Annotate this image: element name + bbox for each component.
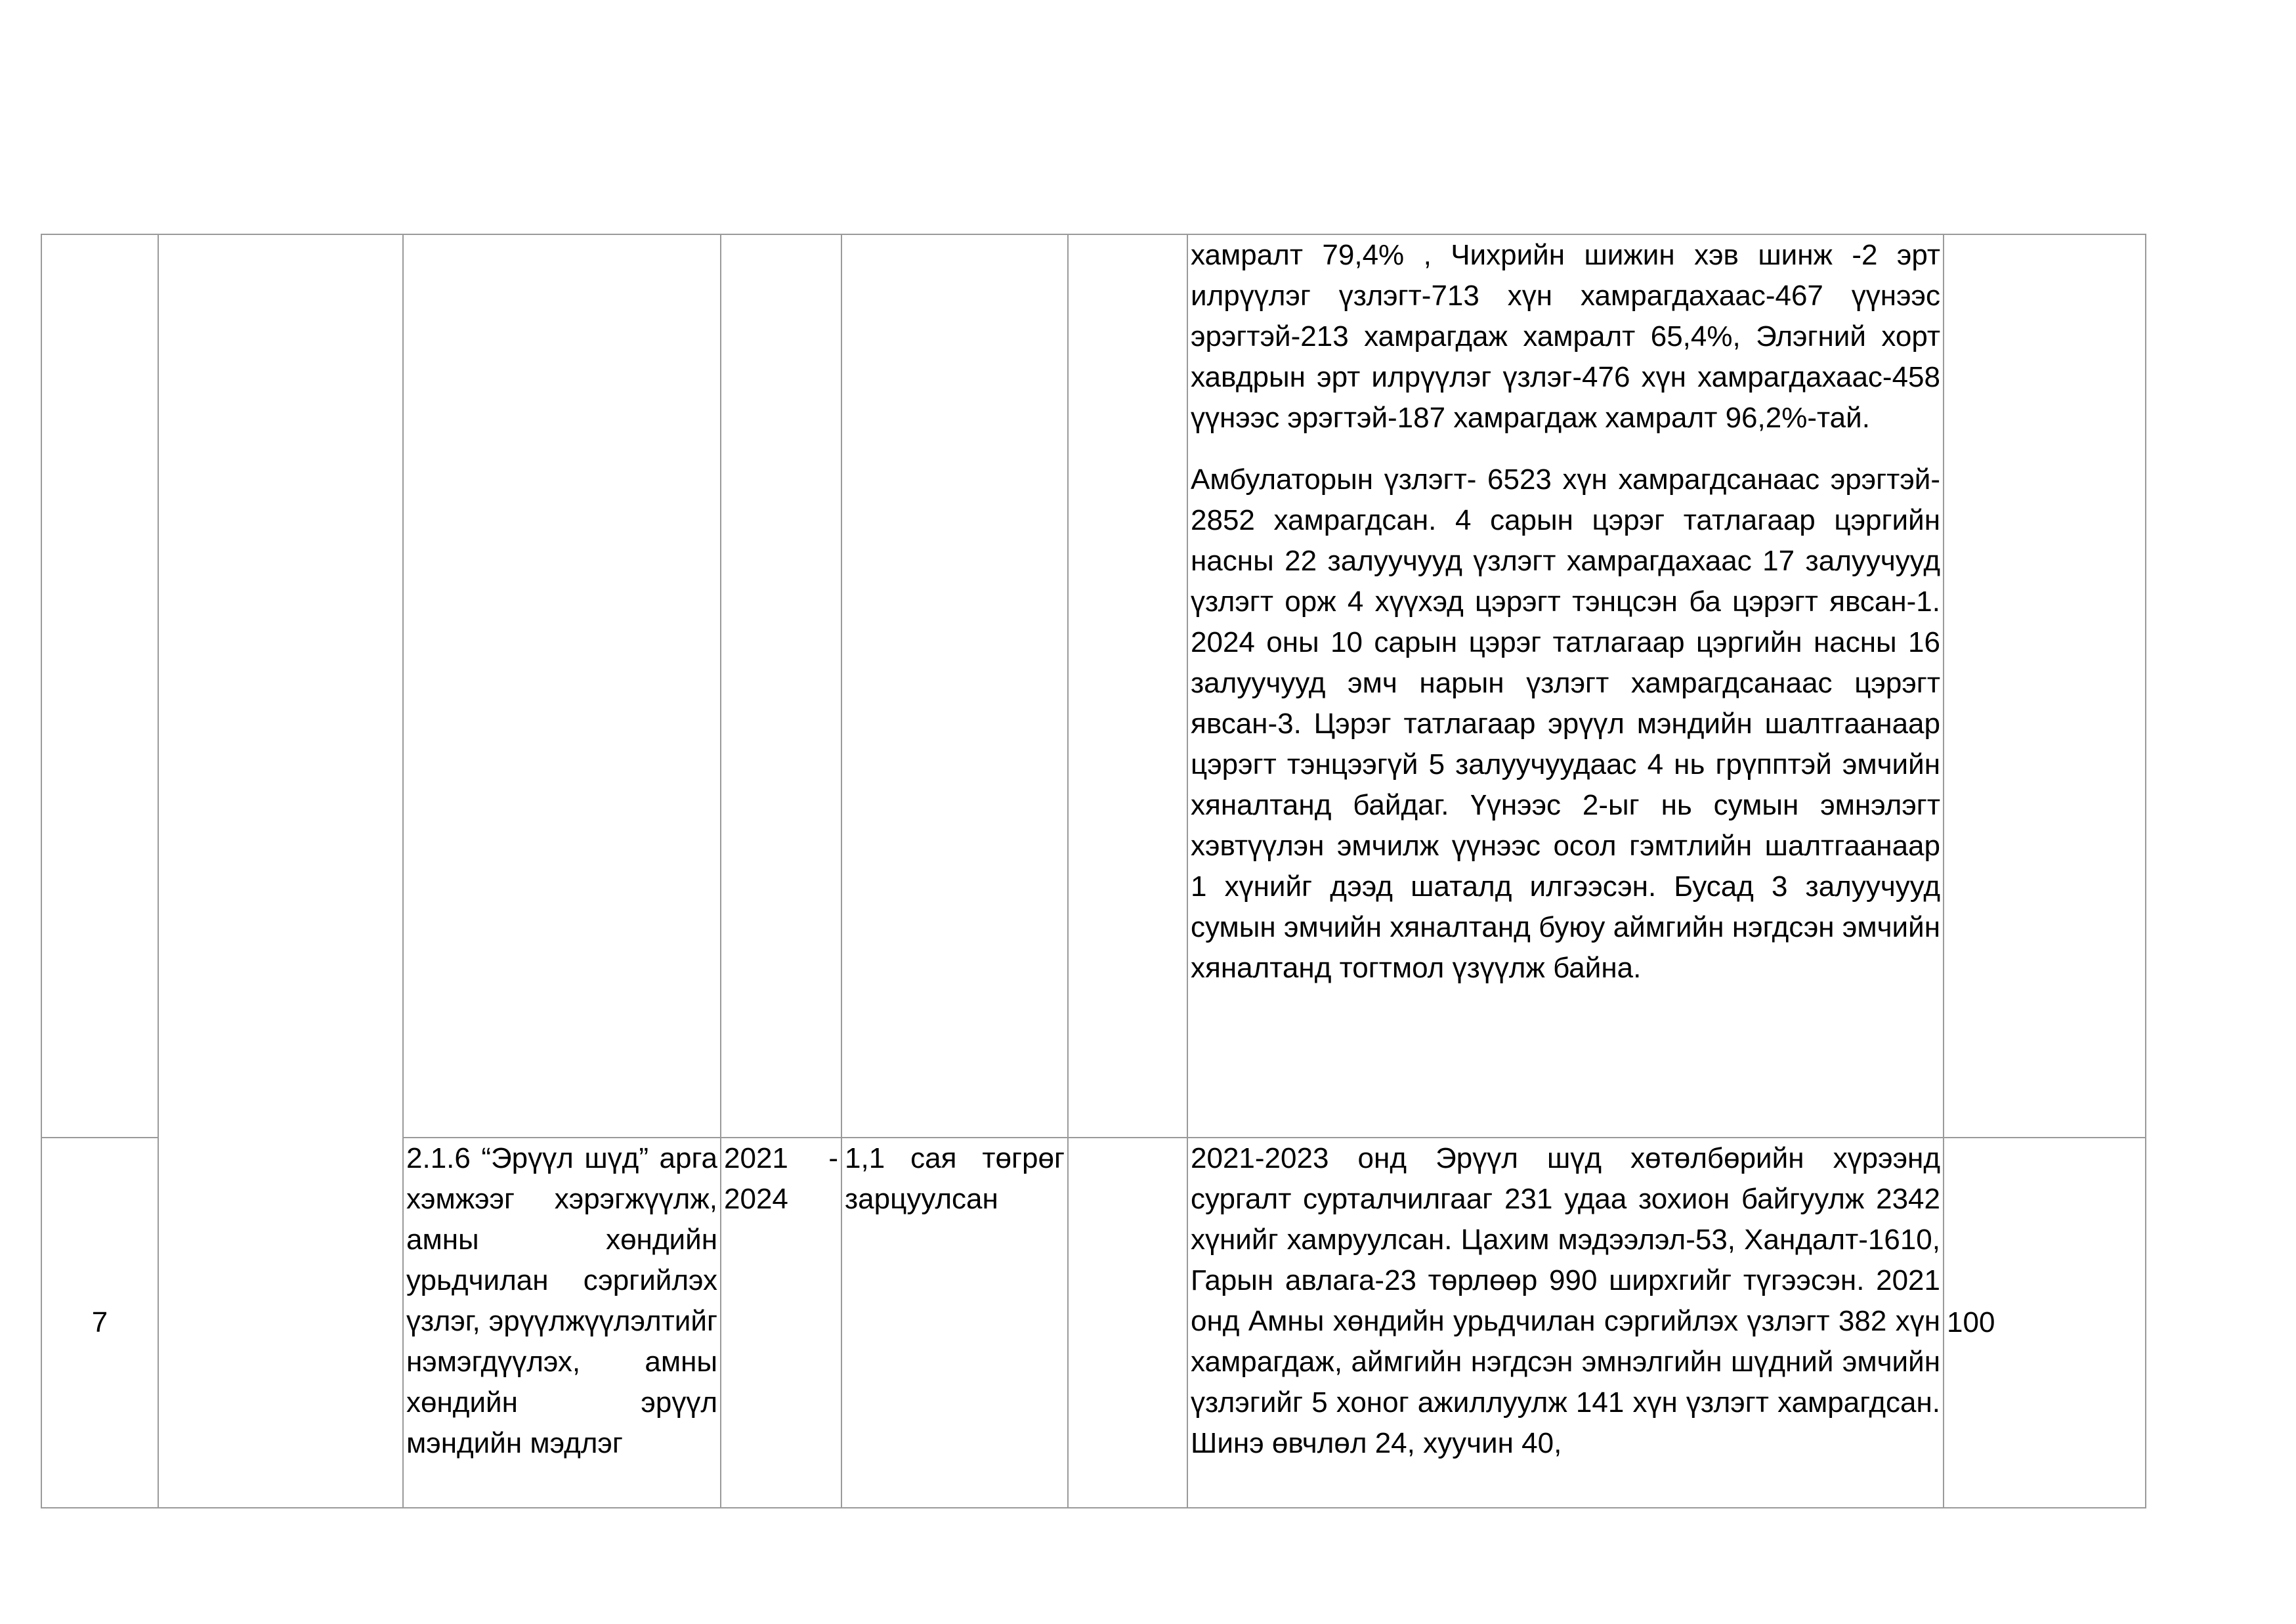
number-cell-empty xyxy=(41,234,158,1138)
period-cell xyxy=(721,1138,841,1508)
activity-text: 2.1.6 “Эрүүл шүд” арга хэмжээг хэрэгжүүлж, амны хөндийн урьдчилан сэргийлэх үзлэг, эрүүлжүүлэлтийг нэмэгдүүлэх, амны хөндийн эрүүл мэндийн мэдлэг xyxy=(406,1142,717,1459)
activity-cell xyxy=(403,1138,721,1508)
period-cell-empty xyxy=(721,234,841,1138)
period-text: 2021 - 2024 xyxy=(724,1142,838,1215)
result-cell xyxy=(1187,234,1944,1138)
budget-cell-empty xyxy=(841,234,1068,1138)
score-cell-empty xyxy=(1944,234,2146,1138)
score-cell: 100 xyxy=(1944,1138,2146,1508)
section-cell xyxy=(158,234,403,1508)
row-number: 7 xyxy=(41,1138,158,1508)
report-table xyxy=(41,234,2146,1508)
result-paragraph: Амбулаторын үзлэгт- 6523 хүн хамрагдсанаас эрэгтэй- 2852 хамрагдсан. 4 сарын цэрэг татлагаар цэргийн насны 22 залуучууд үзлэгт хамрагдахаас 17 залуучууд үзлэгт орж 4 хүүхэд цэрэгт тэнцсэн ба цэрэгт явсан-1. 2024 оны 10 сарын цэрэг татлагаар цэргийн насны 16 залуучууд эмч нарын үзлэгт хамрагдсанаас цэрэгт явсан-3. Цэрэг татлагаар эрүүл мэндийн шалтгаанаар цэрэгт тэнцээгүй 5 залуучуудаас 4 нь грүпптэй эмчийн хяналтанд байдаг. Үүнээс 2-ыг нь сумын эмнэлэгт хэвтүүлэн эмчилж үүнээс осол гэмтлийн шалтгаанаар 1 хүнийг дээд шаталд илгээсэн. Бусад 3 залуучууд сумын эмчийн хяналтанд буюу аймгийн нэгдсэн эмчийн хяналтанд тогтмол үзүүлж байна. xyxy=(1191,463,1940,984)
result-cell xyxy=(1187,1138,1944,1508)
blank-cell xyxy=(1068,234,1187,1138)
table-row-continued xyxy=(41,234,2146,1138)
activity-cell-empty xyxy=(403,234,721,1138)
blank-cell xyxy=(1068,1138,1187,1508)
budget-cell xyxy=(841,1138,1068,1508)
result-paragraph: хамралт 79,4% , Чихрийн шижин хэв шинж -2 эрт илрүүлэг үзлэгт-713 хүн хамрагдахаас-467 үүнээс эрэгтэй-213 хамрагдаж хамралт 65,4%, Элэгний хорт хавдрын эрт илрүүлэг үзлэг-476 хүн хамрагдахаас-458 үүнээс эрэгтэй-187 хамрагдаж хамралт 96,2%-тай. xyxy=(1191,239,1940,434)
result-text: 2021-2023 онд Эрүүл шүд хөтөлбөрийн хүрээнд сургалт сурталчилгааг 231 удаа зохион байгуулж 2342 хүнийг хамруулсан. Цахим мэдээлэл-53, Хандалт-1610, Гарын авлага-23 төрлөөр 990 ширхгийг түгээсэн. 2021 онд Амны хөндийн урьдчилан сэргийлэх үзлэгт 382 хүн хамрагдаж, аймгийн нэгдсэн эмнэлгийн шүдний эмчийн үзлэгийг 5 хоног ажиллуулж 141 хүн үзлэгт хамрагдсан. Шинэ өвчлөл 24, хуучин 40, xyxy=(1191,1142,1940,1459)
budget-text: 1,1 сая төгрөг зарцуулсан xyxy=(845,1142,1065,1215)
